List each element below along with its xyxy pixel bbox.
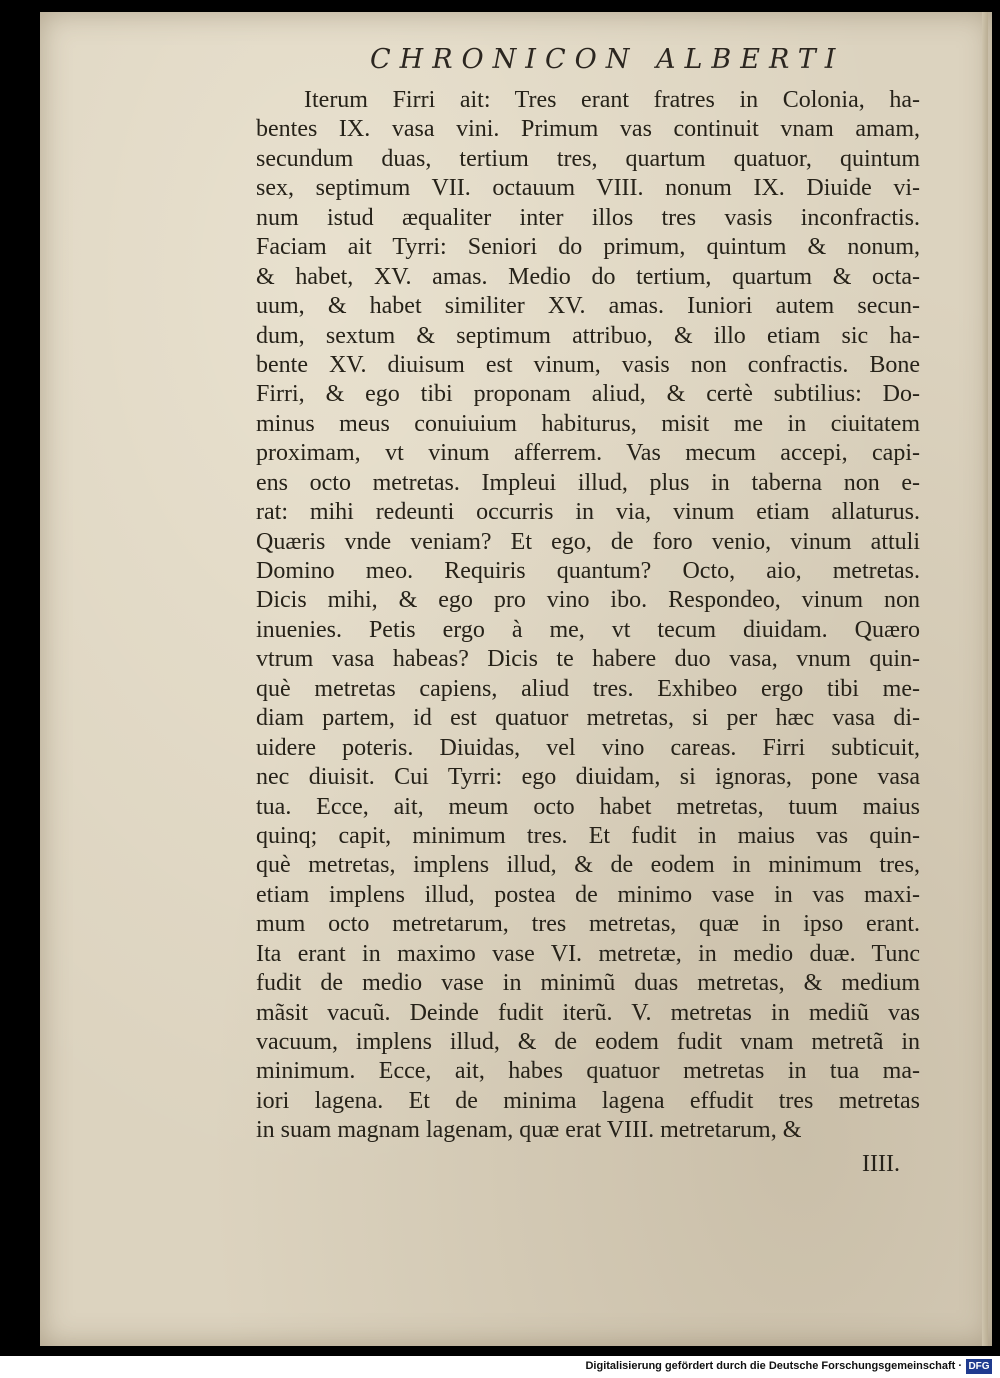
text-line: rat: mihi redeunti occurris in via, vinum etiam allaturus.	[256, 499, 920, 526]
text-line: Quæris vnde veniam? Et ego, de foro venio, vinum attuli	[256, 528, 920, 555]
text-line: num istud æqualiter inter illos tres vasis inconfractis.	[256, 204, 920, 231]
text-line: nec diuisit. Cui Tyrri: ego diuidam, si ignoras, pone vasa	[256, 764, 920, 791]
text-line: Faciam ait Tyrri: Seniori do primum, quintum & nonum,	[256, 234, 920, 261]
text-line: què metretas capiens, aliud tres. Exhibeo ergo tibi me-	[256, 675, 920, 702]
text-line: uidere poteris. Diuidas, vel vino careas. Firri subticuit,	[256, 734, 920, 761]
digitization-footer	[0, 1356, 1000, 1378]
funding-credit: Digitalisierung gefördert durch die Deutsche Forschungsgemeinschaft ·	[585, 1360, 962, 1372]
text-line: secundum duas, tertium tres, quartum quatuor, quintum	[256, 145, 920, 172]
running-head: CHRONICON ALBERTI	[370, 44, 845, 75]
text-line: vacuum, implens illud, & de eodem fudit vnam metretã in	[256, 1029, 920, 1055]
text-line: Ita erant in maximo vase VI. metretæ, in medio duæ. Tunc	[256, 940, 920, 967]
catchword: IIII.	[862, 1151, 900, 1177]
text-line: mãsit vacuũ. Deinde fudit iterũ. V. metretas in mediũ vas	[256, 999, 920, 1026]
text-line: dum, sextum & septimum attribuo, & illo etiam sic ha-	[256, 322, 920, 349]
body-text	[256, 86, 920, 1146]
text-line: ens octo metretas. Impleui illud, plus in taberna non e-	[256, 469, 920, 496]
text-line: inuenies. Petis ergo à me, vt tecum diuidam. Quæro	[256, 616, 920, 643]
text-line: minimum. Ecce, ait, habes quatuor metretas in tua ma-	[256, 1058, 920, 1085]
text-line: & habet, XV. amas. Medio do tertium, quartum & octa-	[256, 263, 920, 290]
text-line: minus meus conuiuium habiturus, misit me in ciuitatem	[256, 410, 920, 437]
text-line: proximam, vt vinum afferrem. Vas mecum accepi, capi-	[256, 440, 920, 467]
text-line: tua. Ecce, ait, meum octo habet metretas, tuum maius	[256, 793, 920, 820]
text-line: sex, septimum VII. octauum VIII. nonum IX. Diuide vi-	[256, 175, 920, 202]
text-line: Firri, & ego tibi proponam aliud, & certè subtilius: Do-	[256, 381, 920, 408]
text-line: iori lagena. Et de minima lagena effudit tres metretas	[256, 1087, 920, 1114]
page-edge	[982, 12, 988, 1346]
text-line: bentes IX. vasa vini. Primum vas continuit vnam amam,	[256, 116, 920, 143]
text-line: diam partem, id est quatuor metretas, si per hæc vasa di-	[256, 705, 920, 732]
text-line: mum octo metretarum, tres metretas, quæ in ipso erant.	[256, 911, 920, 938]
text-line: quinq; capit, minimum tres. Et fudit in maius vas quin-	[256, 822, 920, 849]
text-line: bente XV. diuisum est vinum, vasis non confractis. Bone	[256, 351, 920, 378]
text-line: uum, & habet similiter XV. amas. Iuniori autem secun-	[256, 293, 920, 320]
dfg-logo-icon: DFG	[966, 1359, 992, 1374]
text-line: in suam magnam lagenam, quæ erat VIII. metretarum, &	[256, 1117, 802, 1144]
text-line: vtrum vasa habeas? Dicis te habere duo vasa, vnum quin-	[256, 646, 920, 673]
text-line: etiam implens illud, postea de minimo vase in vas maxi-	[256, 881, 920, 908]
text-line: Dicis mihi, & ego pro vino ibo. Respondeo, vinum non	[256, 587, 920, 614]
text-line: què metretas, implens illud, & de eodem in minimum tres,	[256, 852, 920, 879]
text-line: Iterum Firri ait: Tres erant fratres in Colonia, ha-	[304, 87, 920, 113]
text-line: fudit de medio vase in minimũ duas metretas, & medium	[256, 970, 920, 997]
text-line: Domino meo. Requiris quantum? Octo, aio, metretas.	[256, 558, 920, 584]
